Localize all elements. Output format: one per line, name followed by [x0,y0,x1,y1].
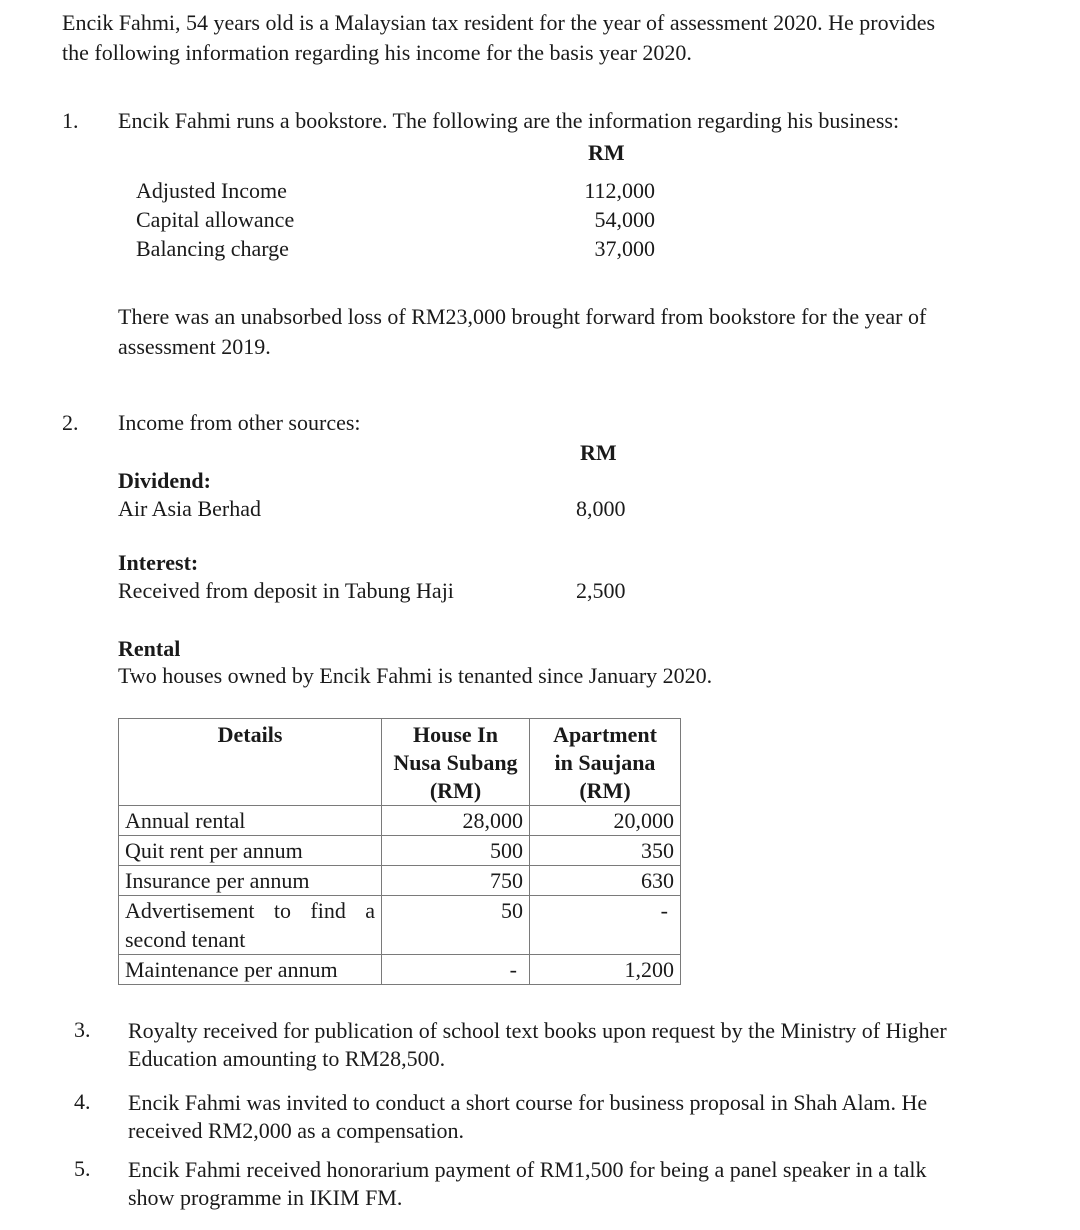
item-3-text [128,1017,947,1073]
apartment-value: 350 [530,836,681,866]
capital-allowance-value: 54,000 [594,207,655,232]
apartment-header [530,719,681,806]
item-1-rm-header: RM [588,140,625,165]
adjusted-income-value: 112,000 [584,178,655,203]
row-label [119,896,382,955]
item-5-line-2: show programme in IKIM FM. [128,1185,403,1210]
table-row [119,866,681,896]
rental-text: Two houses owned by Encik Fahmi is tenanted since January 2020. [118,663,713,688]
apartment-value: - [530,896,681,955]
item-3-line-1: Royalty received for publication of school text books upon request by the Ministry of Higher [128,1018,947,1043]
house-value: 28,000 [382,806,530,836]
house-header-line-1: House In [413,722,498,747]
rental-table [118,718,681,985]
note-line-2: assessment 2019. [118,334,271,359]
apartment-value: 20,000 [530,806,681,836]
table-row [119,955,681,985]
apartment-header-line-2: in Saujana [554,750,656,775]
house-header-line-3: (RM) [429,778,482,803]
item-1-text: Encik Fahmi runs a bookstore. The following are the information regarding his business: [118,108,900,133]
business-values [560,176,655,263]
house-value: 50 [382,896,530,955]
interest-label: Received from deposit in Tabung Haji [118,578,454,603]
item-3-number: 3. [74,1017,91,1042]
item-4-text [128,1089,927,1145]
item-2-number: 2. [62,410,79,435]
business-labels [136,176,294,263]
item-5-number: 5. [74,1156,91,1181]
apartment-header-line-3: (RM) [579,778,631,803]
house-header [382,719,530,806]
table-row [119,836,681,866]
house-value: 750 [382,866,530,896]
item-2-text: Income from other sources: [118,410,361,435]
table-row [119,806,681,836]
details-header [119,719,382,806]
intro-line-1: Encik Fahmi, 54 years old is a Malaysian tax resident for the year of assessment 2020. He provides [62,10,936,35]
rental-heading: Rental [118,636,181,661]
adjusted-income-label: Adjusted Income [136,178,287,203]
item-2-rm-header: RM [580,440,617,465]
dividend-heading: Dividend: [118,468,211,493]
item-5-text [128,1156,926,1212]
item-3-line-2: Education amounting to RM28,500. [128,1046,446,1071]
table-row [119,896,681,955]
dividend-value: 8,000 [576,496,626,521]
rental-table-header-row [119,719,681,806]
balancing-charge-label: Balancing charge [136,236,289,261]
row-label: Annual rental [119,806,382,836]
row-label: Quit rent per annum [119,836,382,866]
row-label-line-2: second tenant [125,927,246,952]
row-label: Insurance per annum [119,866,382,896]
apartment-value: 1,200 [530,955,681,985]
details-header-text: Details [217,722,283,747]
capital-allowance-label: Capital allowance [136,207,295,232]
unabsorbed-loss-note [118,302,926,362]
interest-value: 2,500 [576,578,626,603]
apartment-header-line-1: Apartment [553,722,657,747]
dividend-label: Air Asia Berhad [118,496,261,521]
balancing-charge-value: 37,000 [594,236,655,261]
item-4-line-1: Encik Fahmi was invited to conduct a short course for business proposal in Shah Alam. He [128,1090,928,1115]
house-value: - [382,955,530,985]
note-line-1: There was an unabsorbed loss of RM23,000 brought forward from bookstore for the year of [118,304,927,329]
apartment-value: 630 [530,866,681,896]
item-1-number: 1. [62,108,79,133]
item-4-number: 4. [74,1089,91,1114]
row-label: Maintenance per annum [119,955,382,985]
house-header-line-2: Nusa Subang [393,750,518,775]
house-value: 500 [382,836,530,866]
interest-heading: Interest: [118,550,199,575]
intro-line-2: the following information regarding his income for the basis year 2020. [62,40,692,65]
intro-paragraph [62,8,935,68]
item-4-line-2: received RM2,000 as a compensation. [128,1118,465,1143]
row-label-line-1: Advertisement to find a [125,898,375,923]
item-5-line-1: Encik Fahmi received honorarium payment of RM1,500 for being a panel speaker in a talk [128,1157,927,1182]
